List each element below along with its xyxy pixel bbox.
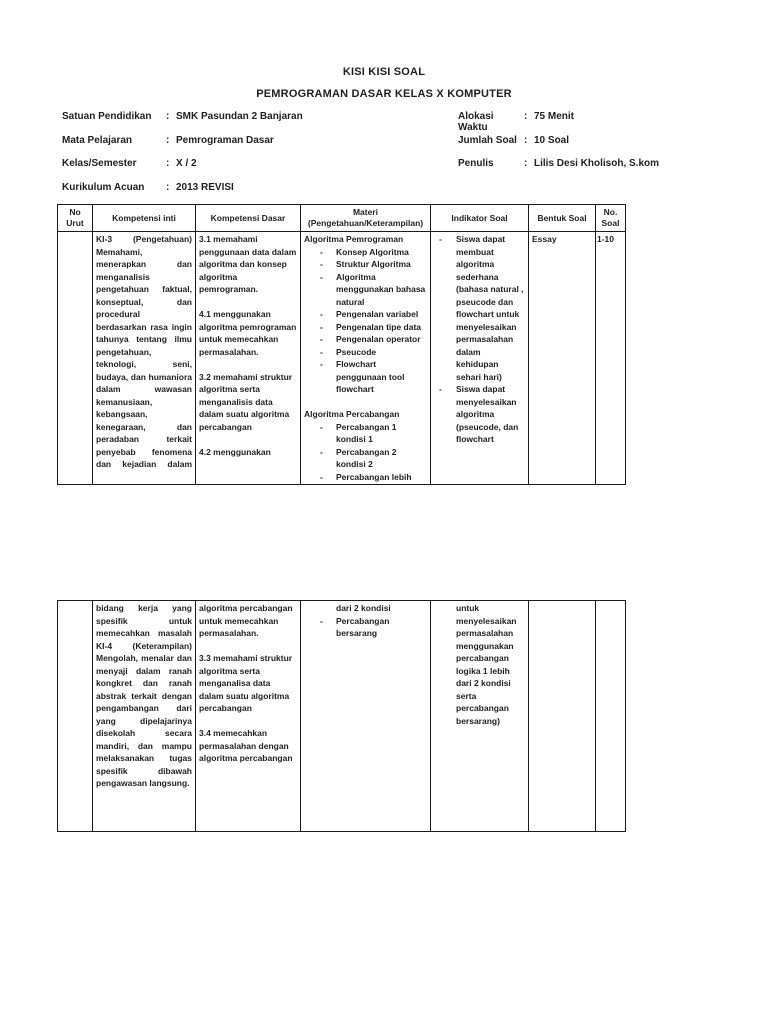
bullet-item xyxy=(304,421,427,446)
bullet-item xyxy=(304,333,427,346)
header-bentuk-soal: Bentuk Soal xyxy=(529,205,596,232)
bullet-dash: - xyxy=(320,446,323,457)
metadata-separator: : xyxy=(166,111,170,122)
bullet-item xyxy=(434,233,525,383)
bullet-text: Pengenalan operator xyxy=(336,334,421,344)
bentuk-soal-cell xyxy=(529,601,596,832)
kisi-table-continued xyxy=(57,600,626,832)
metadata-separator: : xyxy=(524,158,528,169)
metadata-row xyxy=(62,135,303,159)
bentuk-soal-cell: Essay xyxy=(529,232,596,485)
no-urut-cell xyxy=(58,601,93,832)
metadata-label: Alokasi Waktu xyxy=(458,111,494,133)
metadata-value: 2013 REVISI xyxy=(176,181,234,193)
metadata-row xyxy=(458,111,659,135)
bullet-dash: - xyxy=(320,259,323,269)
metadata-label: Penulis xyxy=(458,158,494,169)
bullet-item xyxy=(434,383,525,446)
no-urut-cell xyxy=(58,232,93,485)
metadata-separator: : xyxy=(166,158,170,169)
bullet-dash: - xyxy=(439,384,442,394)
table-row xyxy=(58,601,626,832)
table-row xyxy=(58,232,626,485)
bullet-text: Percabangan lebih xyxy=(336,471,412,482)
bullet-text: Percabangan 1 kondisi 1 xyxy=(336,421,397,444)
bullet-text: Siswa dapat menyelesaikan algoritma (pseucode, dan flowchart xyxy=(456,384,519,444)
no-soal-cell xyxy=(596,232,626,485)
bullet-item xyxy=(304,308,427,321)
kompetensi-dasar-paragraph: 3.1 memahami penggunaan data dalam algoritma dan konsep algoritma pemrograman. xyxy=(199,234,297,294)
bullet-item xyxy=(304,471,427,484)
materi-list xyxy=(304,421,427,484)
bullet-dash: - xyxy=(320,246,323,257)
metadata-row xyxy=(62,111,303,135)
bullet-item xyxy=(304,615,427,640)
kompetensi-dasar-paragraph: 4.2 menggunakan xyxy=(199,446,271,457)
bullet-text: Pengenalan variabel xyxy=(336,309,419,319)
bullet-item xyxy=(304,271,427,309)
kisi-table xyxy=(57,204,626,485)
metadata-row xyxy=(62,182,303,206)
bullet-item xyxy=(304,258,427,271)
blank-line xyxy=(304,396,427,409)
metadata-row xyxy=(458,135,659,159)
materi-list xyxy=(304,246,427,396)
bullet-text: Percabangan 2 kondisi 2 xyxy=(336,446,397,469)
bullet-item xyxy=(304,321,427,334)
bullet-dash: - xyxy=(320,615,323,626)
bullet-text: Konsep Algoritma xyxy=(336,246,409,257)
kompetensi-dasar-paragraph: 3.3 memahami struktur algoritma serta menganalisa data dalam suatu algoritma percabangan xyxy=(199,653,293,713)
header-indikator-soal: Indikator Soal xyxy=(431,205,529,232)
bullet-indent xyxy=(320,602,336,615)
kompetensi-dasar-paragraph: 3.4 memecahkan permasalahan dengan algoritma percabangan xyxy=(199,728,293,763)
bullet-text: Pengenalan tipe data xyxy=(336,321,422,332)
kompetensi-dasar-list xyxy=(199,602,297,765)
kompetensi-inti-cell: bidang kerja yang spesifik untuk memecahkan masalah KI-4 (Keterampilan) Mengolah, menalar dan menyaji dalam ranah kongkret dan ranah abstrak terkait dengan pengambangan dari yang dipelajarinya disekolah secara mandiri, dan mampu melaksanakan tugas spesifik dibawah pengawasan langsung. xyxy=(93,601,196,832)
bullet-dash: - xyxy=(320,359,323,369)
metadata-row xyxy=(458,158,659,182)
materi-cell xyxy=(301,601,431,832)
bullet-dash: - xyxy=(320,321,323,332)
document-subtitle: PEMROGRAMAN DASAR KELAS X KOMPUTER xyxy=(256,88,512,100)
bullet-text: Siswa dapat membuat algoritma sederhana (bahasa natural , pseucode dan flowchart untuk menyelesaikan permasalahan dalam kehidupan sehari hari) xyxy=(456,234,524,382)
header-kompetensi-dasar: Kompetensi Dasar xyxy=(196,205,301,232)
bullet-item xyxy=(304,346,427,359)
indikator-cell xyxy=(431,232,529,485)
header-materi: Materi (Pengetahuan/Keterampilan) xyxy=(301,205,431,232)
materi-cell xyxy=(301,232,431,485)
bullet-text: untuk menyelesaikan permasalahan menggunakan percabangan logika 1 lebih dari 2 kondisi serta percabangan bersarang) xyxy=(456,603,517,726)
materi-heading: Algoritma Pemrograman xyxy=(304,234,404,244)
kompetensi-inti-cell: KI-3 (Pengetahuan) Memahami, menerapkan dan menganalisis pengetahuan faktual, konseptual, dan procedural berdasarkan rasa ingin tahunya tentang ilmu pengetahuan, teknologi, seni, budaya, dan humaniora dalam wawasan kemanusiaan, kebangsaan, kenegaraan, dan peradaban terkait penyebab fenomena dan kejadian dalam xyxy=(93,232,196,485)
metadata-separator: : xyxy=(166,181,170,193)
kompetensi-dasar-cell xyxy=(196,601,301,832)
bullet-dash: - xyxy=(320,309,323,319)
metadata-separator: : xyxy=(524,111,528,122)
kompetensi-dasar-paragraph: 3.2 memahami struktur algoritma serta menganalisis data dalam suatu algoritma percabangan xyxy=(199,371,293,432)
indikator-cell xyxy=(431,601,529,832)
bullet-text: dari 2 kondisi xyxy=(336,603,391,613)
bullet-item xyxy=(304,358,427,396)
bullet-text: Flowchart penggunaan tool flowchart xyxy=(336,359,405,394)
metadata-label: Kelas/Semester xyxy=(62,158,137,169)
metadata-label: Jumlah Soal xyxy=(458,134,517,146)
kompetensi-dasar-cell xyxy=(196,232,301,485)
bullet-dash: - xyxy=(320,421,323,432)
bullet-item xyxy=(304,446,427,471)
metadata-value: 75 Menit xyxy=(534,111,575,122)
materi-heading: Algoritma Percabangan xyxy=(304,409,400,419)
metadata-label: Kurikulum Acuan xyxy=(62,181,145,193)
metadata-value: 10 Soal xyxy=(534,134,570,146)
bullet-text: Pseucode xyxy=(336,346,377,357)
metadata-value: Pemrograman Dasar xyxy=(176,134,274,146)
metadata-label: Satuan Pendidikan xyxy=(62,111,152,122)
kompetensi-dasar-paragraph: 4.1 menggunakan algoritma pemrograman untuk memecahkan permasalahan. xyxy=(199,309,297,357)
bullet-dash: - xyxy=(320,334,323,344)
bullet-dash: - xyxy=(320,346,323,357)
bullet-text: Percabangan bersarang xyxy=(336,615,390,638)
kompetensi-dasar-paragraph: algoritma percabangan untuk memecahkan permasalahan. xyxy=(199,603,293,638)
no-soal-value: 1-10 xyxy=(597,234,615,244)
kompetensi-dasar-list xyxy=(199,233,297,458)
metadata-row xyxy=(62,158,303,182)
metadata-label: Mata Pelajaran xyxy=(62,134,133,146)
bullet-dash: - xyxy=(439,234,442,244)
bullet-continuation xyxy=(434,602,525,727)
metadata-value: X / 2 xyxy=(176,158,197,169)
header-kompetensi-inti: Kompetensi inti xyxy=(93,205,196,232)
metadata-separator: : xyxy=(524,134,528,146)
indikator-list xyxy=(434,233,525,446)
table-header-row xyxy=(58,205,626,232)
bullet-indent xyxy=(439,602,456,727)
metadata-value: Lilis Desi Kholisoh, S.kom xyxy=(534,158,660,169)
header-no-soal: No. Soal xyxy=(596,205,626,232)
header-no-urut: No Urut xyxy=(58,205,93,232)
bullet-dash: - xyxy=(320,271,323,282)
metadata-right xyxy=(458,111,659,182)
bullet-continuation xyxy=(304,602,427,615)
metadata-left xyxy=(62,111,303,205)
no-soal-cell xyxy=(596,601,626,832)
bullet-text: Algoritma menggunakan bahasa natural xyxy=(336,271,426,307)
bullet-item xyxy=(304,246,427,259)
document-title: KISI KISI SOAL xyxy=(342,66,426,78)
metadata-value: SMK Pasundan 2 Banjaran xyxy=(176,111,303,122)
bullet-dash: - xyxy=(320,471,323,482)
bullet-text: Struktur Algoritma xyxy=(336,259,411,269)
metadata-separator: : xyxy=(166,134,170,146)
